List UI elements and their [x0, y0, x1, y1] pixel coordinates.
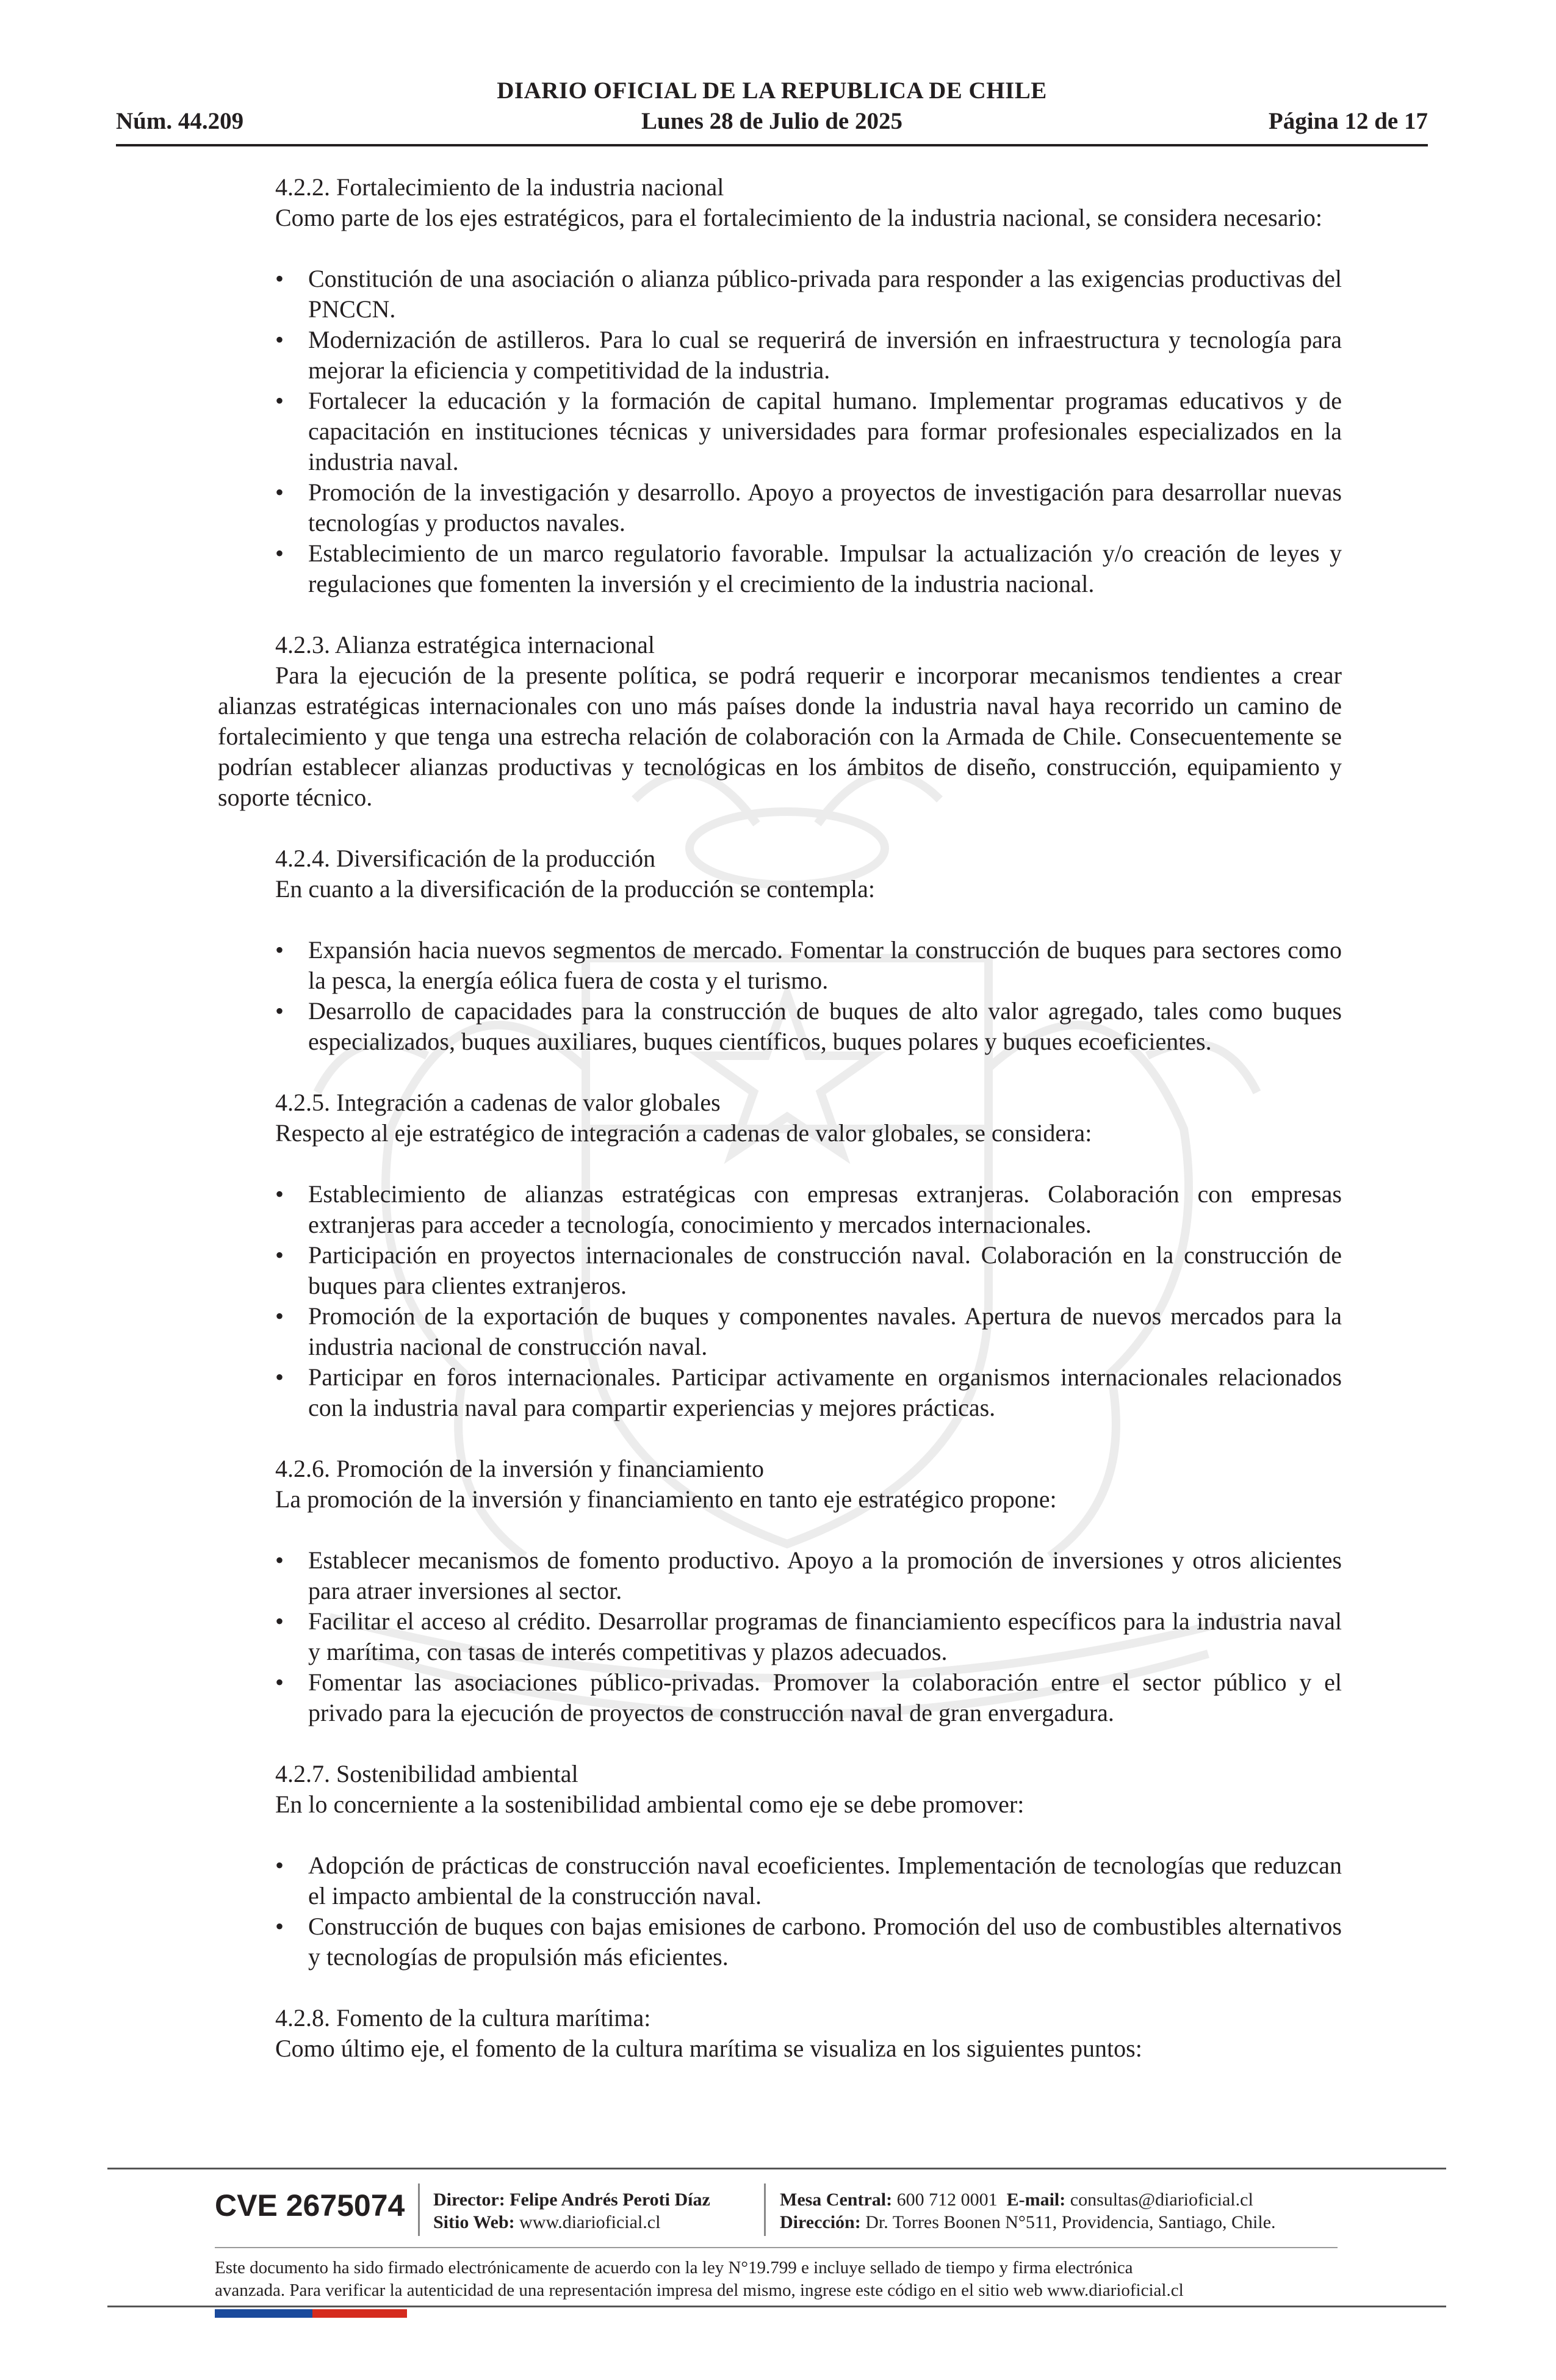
bullet-icon: •	[275, 997, 284, 1025]
bullet-icon: •	[275, 1546, 284, 1574]
flag-stripe-blue	[215, 2309, 312, 2318]
section-heading: 4.2.5. Integración a cadenas de valor globales	[275, 1089, 721, 1116]
section-heading: 4.2.4. Diversificación de la producción	[275, 845, 656, 872]
bullet-text: Facilitar el acceso al crédito. Desarrollar programas de financiamiento específicos para la industria naval y marítima, con tasas de interés competitivas y plazos adecuados.	[308, 1607, 1342, 1665]
bullet-icon: •	[275, 1241, 284, 1269]
bullet-icon: •	[275, 1913, 284, 1940]
section	[218, 1454, 1342, 1728]
section	[218, 630, 1342, 813]
email-label: E-mail:	[1006, 2190, 1066, 2210]
footer-contact-block	[780, 2188, 1276, 2234]
bullet-item	[218, 1667, 1342, 1728]
legal-line: avanzada. Para verificar la autenticidad de una representación impresa del mismo, ingrese este código en el sitio web www.diarioficial.cl	[215, 2281, 1184, 2300]
page-number: Página 12 de 17	[1268, 108, 1428, 134]
footer-divider	[107, 2306, 1446, 2307]
bullet-text: Expansión hacia nuevos segmentos de mercado. Fomentar la construcción de buques para sectores como la pesca, la energía eólica fuera de costa y el turismo.	[308, 936, 1342, 994]
bullet-item	[218, 386, 1342, 477]
bullet-item	[218, 264, 1342, 325]
legal-notice	[215, 2257, 1344, 2302]
address-label: Dirección:	[780, 2212, 861, 2232]
footer-director-block	[433, 2188, 710, 2234]
issue-number: Núm. 44.209	[116, 108, 244, 134]
bullet-list	[218, 264, 1342, 599]
bullet-text: Construcción de buques con bajas emisiones de carbono. Promoción del uso de combustibles alternativos y tecnologías de propulsión más eficientes.	[308, 1913, 1342, 1971]
cve-code: CVE 2675074	[215, 2188, 405, 2223]
bullet-item	[218, 477, 1342, 538]
bullet-text: Participación en proyectos internacionales de construcción naval. Colaboración en la construcción de buques para clientes extranjeros.	[308, 1241, 1342, 1299]
section	[218, 1087, 1342, 1423]
bullet-icon: •	[275, 1668, 284, 1696]
bullet-item	[218, 325, 1342, 386]
section	[218, 1759, 1342, 1972]
section-paragraph: La promoción de la inversión y financiamiento en tanto eje estratégico propone:	[275, 1485, 1057, 1513]
section	[218, 172, 1342, 599]
phone-label: Mesa Central:	[780, 2190, 893, 2210]
flag-stripe-red	[312, 2309, 407, 2318]
bullet-item	[218, 1911, 1342, 1972]
bullet-text: Promoción de la exportación de buques y componentes navales. Apertura de nuevos mercados para la industria nacional de construcción naval.	[308, 1302, 1342, 1360]
bullet-icon: •	[275, 478, 284, 506]
section	[218, 843, 1342, 1057]
bullet-icon: •	[275, 1180, 284, 1208]
section-paragraph: En cuanto a la diversificación de la producción se contempla:	[275, 875, 875, 903]
bullet-text: Fomentar las asociaciones público-privadas. Promover la colaboración entre el sector público y el privado para la ejecución de proyectos de construcción naval de gran envergadura.	[308, 1668, 1342, 1726]
bullet-icon: •	[275, 936, 284, 964]
section	[218, 2003, 1342, 2064]
bullet-icon: •	[275, 539, 284, 567]
bullet-text: Adopción de prácticas de construcción naval ecoeficientes. Implementación de tecnologías que reduzcan el impacto ambiental de la construcción naval.	[308, 1852, 1342, 1909]
page-header	[116, 72, 1428, 146]
section-paragraph: Como último eje, el fomento de la cultura marítima se visualiza en los siguientes puntos:	[275, 2035, 1142, 2062]
bullet-item	[218, 1606, 1342, 1667]
page-footer	[0, 2160, 1556, 2380]
bullet-text: Desarrollo de capacidades para la construcción de buques de alto valor agregado, tales como buques especializados, buques auxiliares, buques científicos, buques polares y buques ecoeficientes.	[308, 997, 1342, 1055]
bullet-text: Establecimiento de alianzas estratégicas con empresas extranjeras. Colaboración con empresas extranjeras para acceder a tecnología, conocimiento y mercados internacionales.	[308, 1180, 1342, 1238]
web-label: Sitio Web:	[433, 2212, 515, 2232]
bullet-icon: •	[275, 1852, 284, 1879]
bullet-text: Fortalecer la educación y la formación de capital humano. Implementar programas educativos y de capacitación en instituciones técnicas y universidades para formar profesionales especializados en la industria naval.	[308, 387, 1342, 475]
section-paragraph: Como parte de los ejes estratégicos, para el fortalecimiento de la industria nacional, se considera necesario:	[275, 204, 1322, 231]
bullet-list	[218, 935, 1342, 1057]
section-heading: 4.2.7. Sostenibilidad ambiental	[275, 1760, 578, 1787]
bullet-list	[218, 1850, 1342, 1972]
bullet-icon: •	[275, 326, 284, 353]
bullet-text: Establecer mecanismos de fomento productivo. Apoyo a la promoción de inversiones y otros alicientes para atraer inversiones al sector.	[308, 1546, 1342, 1604]
bullet-item	[218, 1240, 1342, 1301]
bullet-item	[218, 538, 1342, 599]
section-heading: 4.2.2. Fortalecimiento de la industria nacional	[275, 173, 724, 201]
section-heading: 4.2.3. Alianza estratégica internacional	[275, 631, 655, 658]
bullet-text: Modernización de astilleros. Para lo cual se requerirá de inversión en infraestructura y tecnología para mejorar la eficiencia y competitividad de la industria.	[308, 326, 1342, 384]
section-heading: 4.2.8. Fomento de la cultura marítima:	[275, 2004, 651, 2032]
issue-date: Lunes 28 de Julio de 2025	[641, 108, 902, 134]
footer-separator	[764, 2183, 766, 2236]
section-paragraph: Para la ejecución de la presente política, se podrá requerir e incorporar mecanismos tendientes a crear alianzas estratégicas internacionales con uno más países donde la industria naval haya recorrido un camino de fortalecimiento y que tenga una estrecha relación de colaboración con la Armada de Chile. Consecuentemente se podrían establecer alianzas productivas y tecnológicas en los ámbitos de diseño, construcción, equipamiento y soporte técnico.	[218, 662, 1342, 811]
bullet-list	[218, 1179, 1342, 1423]
section-heading: 4.2.6. Promoción de la inversión y financiamiento	[275, 1455, 764, 1482]
bullet-icon: •	[275, 1363, 284, 1391]
bullet-item	[218, 1545, 1342, 1606]
email-link[interactable]: consultas@diarioficial.cl	[1070, 2190, 1253, 2210]
document-body	[218, 172, 1342, 2094]
bullet-item	[218, 996, 1342, 1057]
bullet-list	[218, 1545, 1342, 1728]
bullet-text: Participar en foros internacionales. Participar activamente en organismos internacionales relacionados con la industria naval para compartir experiencias y mejores prácticas.	[308, 1363, 1342, 1421]
address-text: Dr. Torres Boonen N°511, Providencia, Santiago, Chile.	[865, 2212, 1276, 2232]
bullet-item	[218, 1179, 1342, 1240]
bullet-text: Constitución de una asociación o alianza público-privada para responder a las exigencias productivas del PNCCN.	[308, 265, 1342, 323]
website-link[interactable]: www.diarioficial.cl	[519, 2212, 661, 2232]
bullet-icon: •	[275, 1302, 284, 1330]
section-paragraph: En lo concerniente a la sostenibilidad ambiental como eje se debe promover:	[275, 1790, 1025, 1818]
bullet-item	[218, 1301, 1342, 1362]
bullet-icon: •	[275, 387, 284, 414]
phone-number: 600 712 0001	[896, 2190, 998, 2210]
newspaper-title: DIARIO OFICIAL DE LA REPUBLICA DE CHILE	[497, 78, 1047, 104]
bullet-item	[218, 1850, 1342, 1911]
footer-divider	[215, 2247, 1338, 2248]
legal-line: Este documento ha sido firmado electrónicamente de acuerdo con la ley N°19.799 e incluye sellado de tiempo y firma electrónica	[215, 2258, 1133, 2277]
bullet-text: Establecimiento de un marco regulatorio favorable. Impulsar la actualización y/o creación de leyes y regulaciones que fomenten la inversión y el crecimiento de la industria nacional.	[308, 539, 1342, 597]
footer-separator	[418, 2183, 420, 2236]
director-name: Felipe Andrés Peroti Díaz	[510, 2190, 710, 2210]
bullet-item	[218, 1362, 1342, 1423]
bullet-icon: •	[275, 1607, 284, 1635]
bullet-item	[218, 935, 1342, 996]
bullet-icon: •	[275, 265, 284, 292]
footer-divider	[107, 2168, 1446, 2169]
section-paragraph: Respecto al eje estratégico de integración a cadenas de valor globales, se considera:	[275, 1119, 1092, 1147]
bullet-text: Promoción de la investigación y desarrollo. Apoyo a proyectos de investigación para desarrollar nuevas tecnologías y productos navales.	[308, 478, 1342, 536]
director-label: Director:	[433, 2190, 505, 2210]
